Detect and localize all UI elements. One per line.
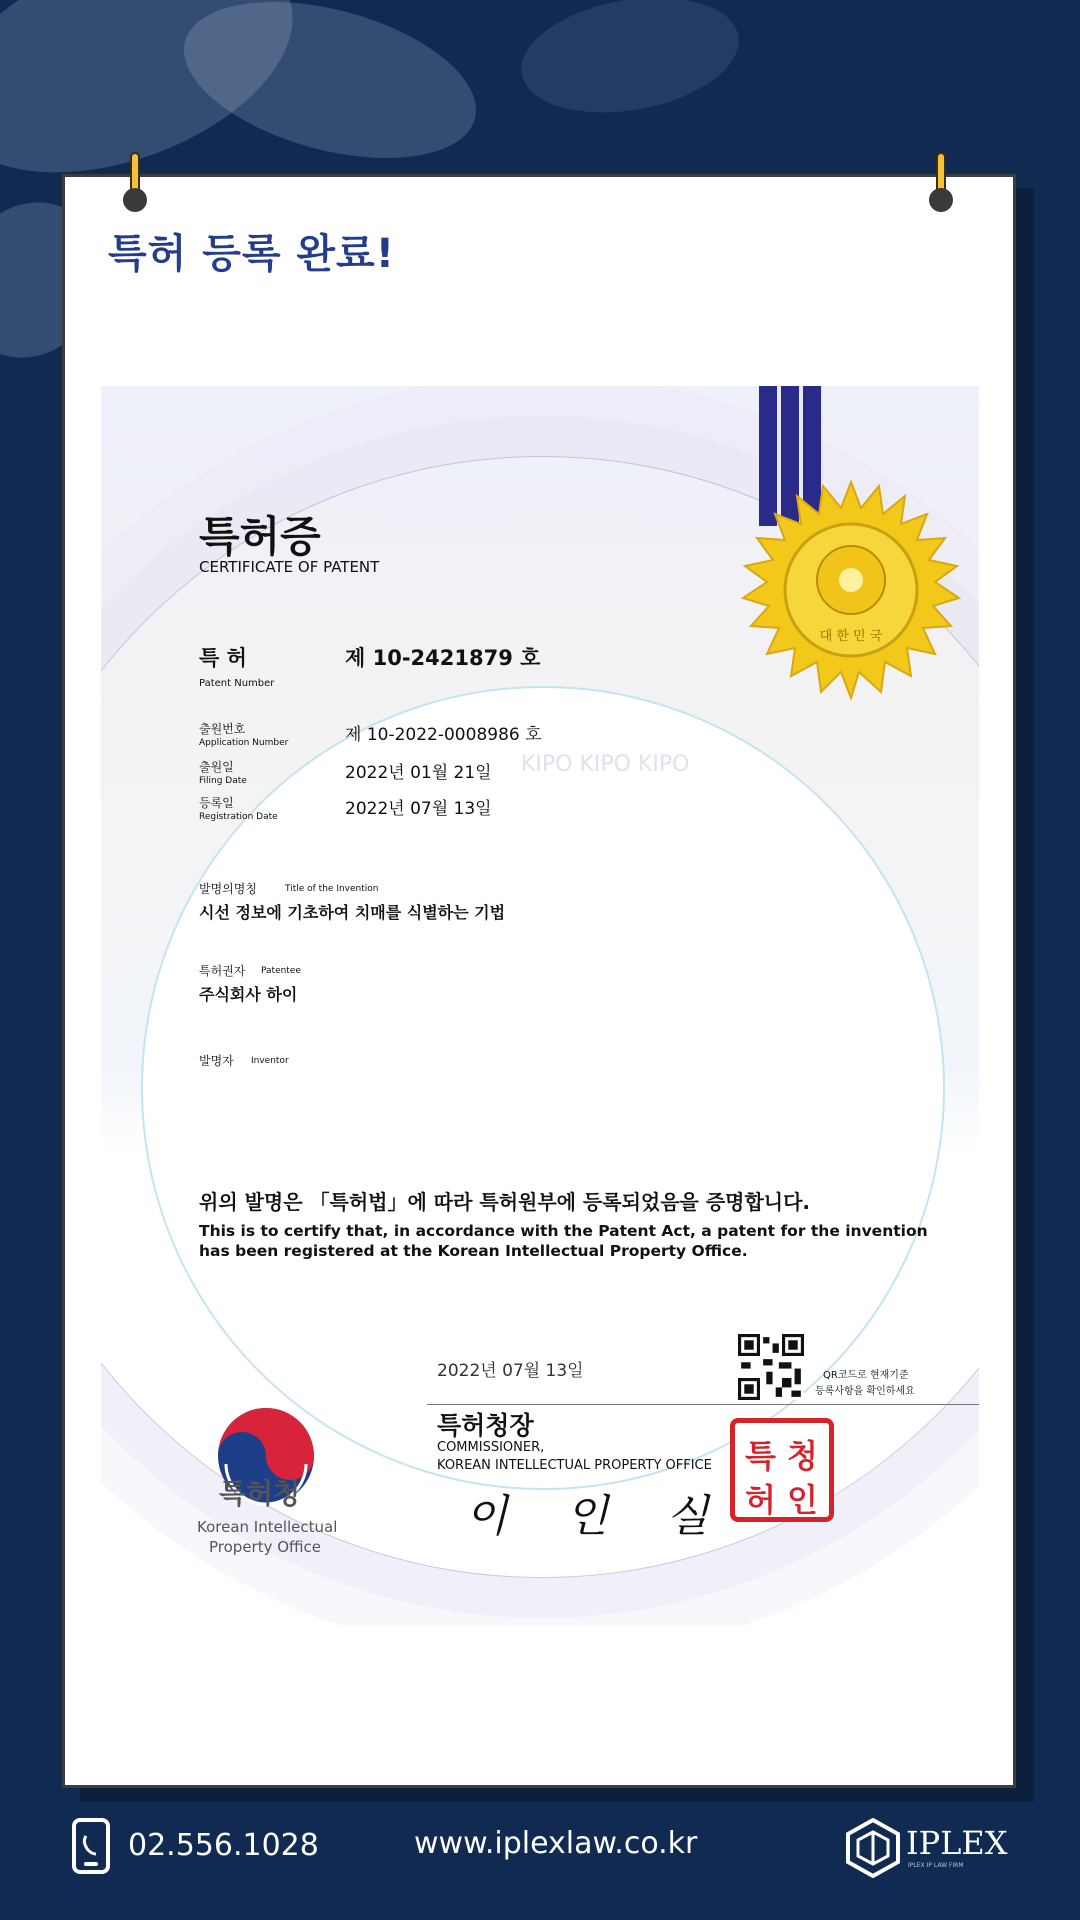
medal-text: 대 한 민 국: [819, 629, 883, 644]
phone-icon: [72, 1818, 110, 1874]
hanging-pin-left: [120, 152, 150, 216]
patent-certificate: [101, 386, 979, 1626]
inventor-label-en: Inventor: [251, 1056, 289, 1066]
patent-label-ko: 특 허: [199, 646, 247, 670]
filing-label-ko: 출원일: [199, 760, 234, 774]
background-foliage: [167, 0, 493, 186]
commissioner-title-en-line2: KOREAN INTELLECTUAL PROPERTY OFFICE: [437, 1458, 712, 1473]
commissioner-title-en-line1: COMMISSIONER,: [437, 1440, 545, 1455]
office-name-en-line1: Korean Intellectual: [197, 1518, 338, 1536]
patentee-name: 주식회사 하이: [199, 985, 298, 1004]
invention-title: 시선 정보에 기초하여 치매를 식별하는 기법: [199, 903, 506, 922]
issue-date: 2022년 07월 13일: [437, 1361, 584, 1381]
inventor-label-ko: 발명자: [199, 1054, 234, 1068]
background-foliage: [512, 0, 748, 128]
application-label-ko: 출원번호: [199, 722, 246, 736]
filing-label-en: Filing Date: [199, 776, 247, 786]
patentee-label-ko: 특허권자: [199, 964, 246, 978]
patent-label-en: Patent Number: [199, 678, 275, 689]
invention-label-ko: 발명의명칭: [199, 882, 257, 896]
red-seal: 특 청 허 인: [730, 1418, 834, 1522]
patentee-label-en: Patentee: [261, 966, 301, 976]
invention-label-en: Title of the Invention: [285, 884, 379, 894]
iplex-logo-icon: [846, 1818, 900, 1878]
signature: 이 인 실: [465, 1491, 731, 1542]
qr-code[interactable]: [738, 1334, 804, 1400]
patent-number: 제 10-2421879 호: [345, 646, 541, 670]
medal-icon: [741, 480, 961, 700]
statement-en-line2: has been registered at the Korean Intellectual Property Office.: [199, 1242, 748, 1260]
brand-name: IPLEX: [906, 1824, 1008, 1862]
qr-note-line1: QR코드로 현재기준: [823, 1370, 909, 1381]
office-name-ko: 특허청: [219, 1477, 301, 1510]
registration-label-en: Registration Date: [199, 812, 278, 822]
certificate-title-ko: 특허증: [199, 512, 321, 561]
hanging-pin-right: [926, 152, 956, 216]
website-link[interactable]: www.iplexlaw.co.kr: [414, 1826, 698, 1861]
watermark: KIPO KIPO KIPO: [521, 752, 690, 777]
application-number: 제 10-2022-0008986 호: [345, 725, 542, 745]
statement-ko: 위의 발명은 「특허법」에 따라 특허원부에 등록되었음을 증명합니다.: [199, 1190, 811, 1214]
certificate-title-en: CERTIFICATE OF PATENT: [199, 558, 380, 576]
signature-divider: [427, 1404, 979, 1405]
registration-label-ko: 등록일: [199, 796, 234, 810]
headline: 특허 등록 완료!: [108, 231, 395, 277]
application-label-en: Application Number: [199, 738, 289, 748]
phone-number[interactable]: 02.556.1028: [128, 1828, 319, 1863]
qr-note-line2: 등록사항을 확인하세요: [815, 1386, 915, 1397]
registration-date: 2022년 07월 13일: [345, 799, 492, 819]
commissioner-title-ko: 특허청장: [437, 1411, 534, 1440]
office-name-en-line2: Property Office: [209, 1538, 322, 1556]
brand-subtitle: IPLEX IP LAW FIRM: [908, 1862, 964, 1869]
statement-en-line1: This is to certify that, in accordance with the Patent Act, a patent for the invention: [199, 1222, 928, 1240]
filing-date: 2022년 01월 21일: [345, 763, 492, 783]
